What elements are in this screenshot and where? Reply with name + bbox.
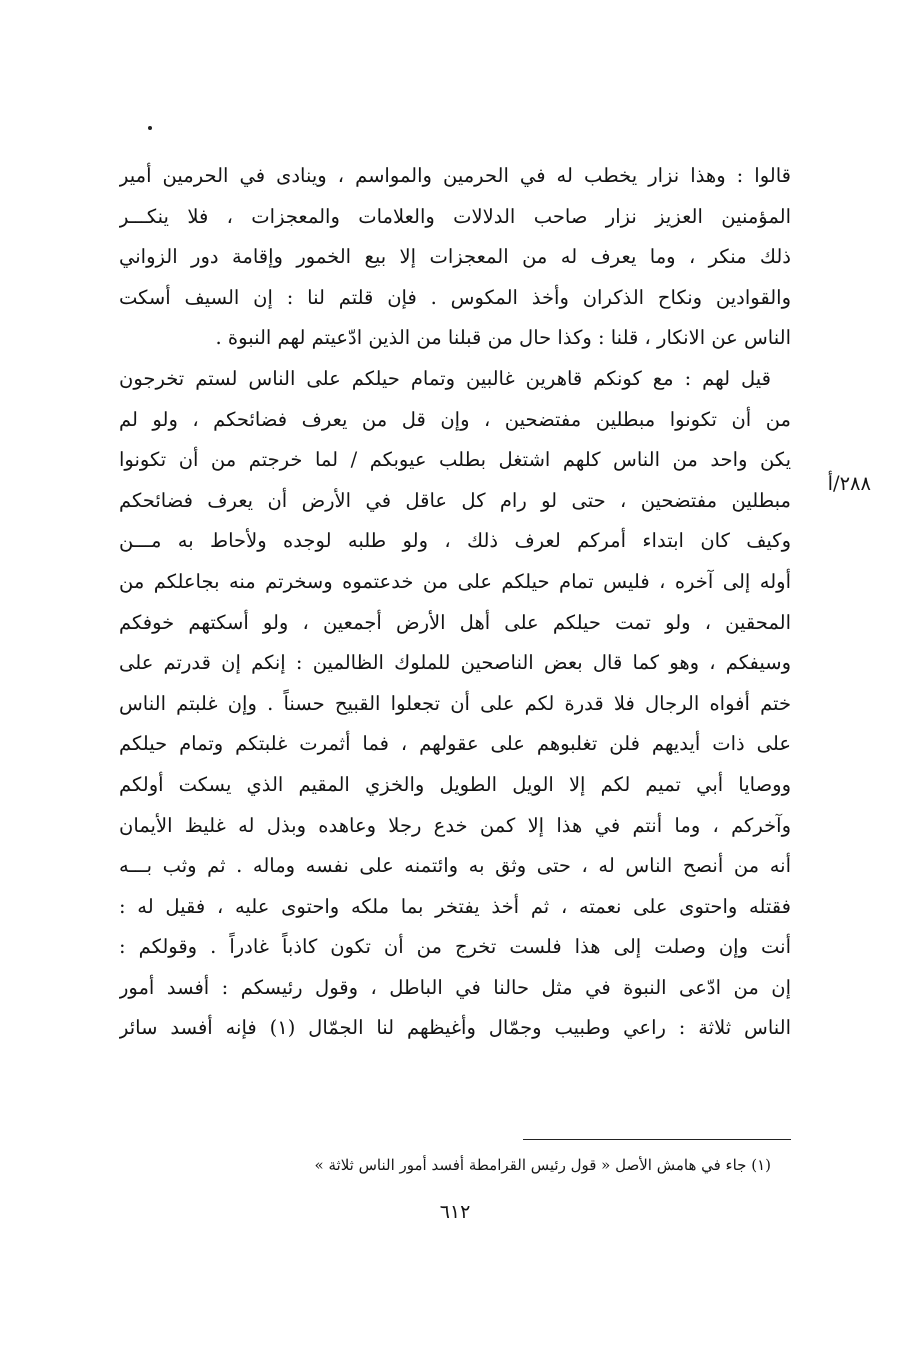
page-number: ٦١٢ [439, 1201, 471, 1223]
text-line: إن من ادّعى النبوة في مثل حالنا في الباطل ، وقول رئيسكم : أفسد أمور [119, 975, 791, 999]
text-line: وكيف كان ابتداء أمركم لعرف ذلك ، ولو طلبه لوجده ولأحاط به مـــن [119, 529, 791, 553]
text-line: مبطلين مفتضحين ، حتى لو رام كل عاقل في الأرض أن يعرف فضائحكم [119, 488, 791, 512]
text-line: ختم أفواه الرجال فلا قدرة لكم على أن تجعلوا القبيح حسناً . وإن غلبتم الناس [119, 691, 791, 715]
text-line: الناس ثلاثة : راعي وطبيب وجمّال وأغيظهم لنا الجمّال (١) فإنه أفسد سائر [119, 1016, 791, 1040]
text-line: أنت وإن وصلت إلى هذا فلست تخرج من أن تكون كاذباً غادراً . وقولكم : [119, 935, 791, 959]
text-line: المحقين ، ولو تمت حيلكم على أهل الأرض أجمعين ، ولو أسكتهم خوفكم [119, 610, 791, 634]
text-line: والقوادين ونكاح الذكران وأخذ المكوس . فإن قلتم لنا : إن السيف أسكت [119, 285, 791, 309]
text-line: المؤمنين العزيز نزار صاحب الدلالات والعلامات والمعجزات ، فلا ينكـــر [119, 204, 791, 228]
text-line: من أن تكونوا مبطلين مفتضحين ، وإن قل من يعرف فضائحكم ، ولو لم [119, 407, 791, 431]
ink-dot [148, 126, 152, 130]
text-line: قالوا : وهذا نزار يخطب له في الحرمين والمواسم ، وينادى في الحرمين أمير [119, 164, 791, 187]
text-line: قيل لهم : مع كونكم قاهرين غالبين وتمام حيلكم على الناس لستم تخرجون [119, 366, 771, 390]
text-line: ذلك منكر ، وما يعرف له من المعجزات إلا بيع الخمور وإقامة دور الزواني [119, 245, 791, 269]
footnote: (١) جاء في هامش الأصل « قول رئيس القرامطة أفسد أمور الناس ثلاثة » [314, 1156, 771, 1174]
text-line: على ذات أيديهم فلن تغلبوهم على عقولهم ، فما أثمرت غلبتكم وتمام حيلكم [119, 732, 791, 756]
body-text [119, 156, 791, 1049]
text-line: أوله إلى آخره ، فليس تمام حيلكم على من خدعتموه وسخرتم منه بجاعلكم من [119, 569, 791, 593]
text-line: ووصايا أبي تميم لكم إلا الويل الطويل والخزي المقيم الذي يسكت أولكم [119, 772, 791, 796]
text-line: الناس عن الانكار ، قلنا : وكذا حال من قبلنا من الذين ادّعيتم لهم النبوة . [215, 326, 791, 350]
text-line: أنه من أنصح الناس له ، حتى وثق به وائتمنه على نفسه وماله . ثم وثب بـــه [119, 854, 791, 878]
text-line: وسيفكم ، وهو كما قال بعض الناصحين للملوك الظالمين : إنكم إن قدرتم على [119, 651, 791, 675]
text-line: يكن واحد من الناس كلهم اشتغل بطلب عيوبكم / لما خرجتم من أن تكونوا [119, 448, 791, 472]
text-line: وآخركم ، وما أنتم في هذا إلا كمن خدع رجلا وعاهده وبذل له غليظ الأيمان [119, 813, 791, 837]
margin-folio-reference: ٢٨٨/أ [827, 472, 871, 495]
footnote-divider [523, 1139, 791, 1140]
text-line: فقتله واحتوى على نعمته ، ثم أخذ يفتخر بما ملكه واحتوى عليه ، فقيل له : [119, 894, 791, 918]
